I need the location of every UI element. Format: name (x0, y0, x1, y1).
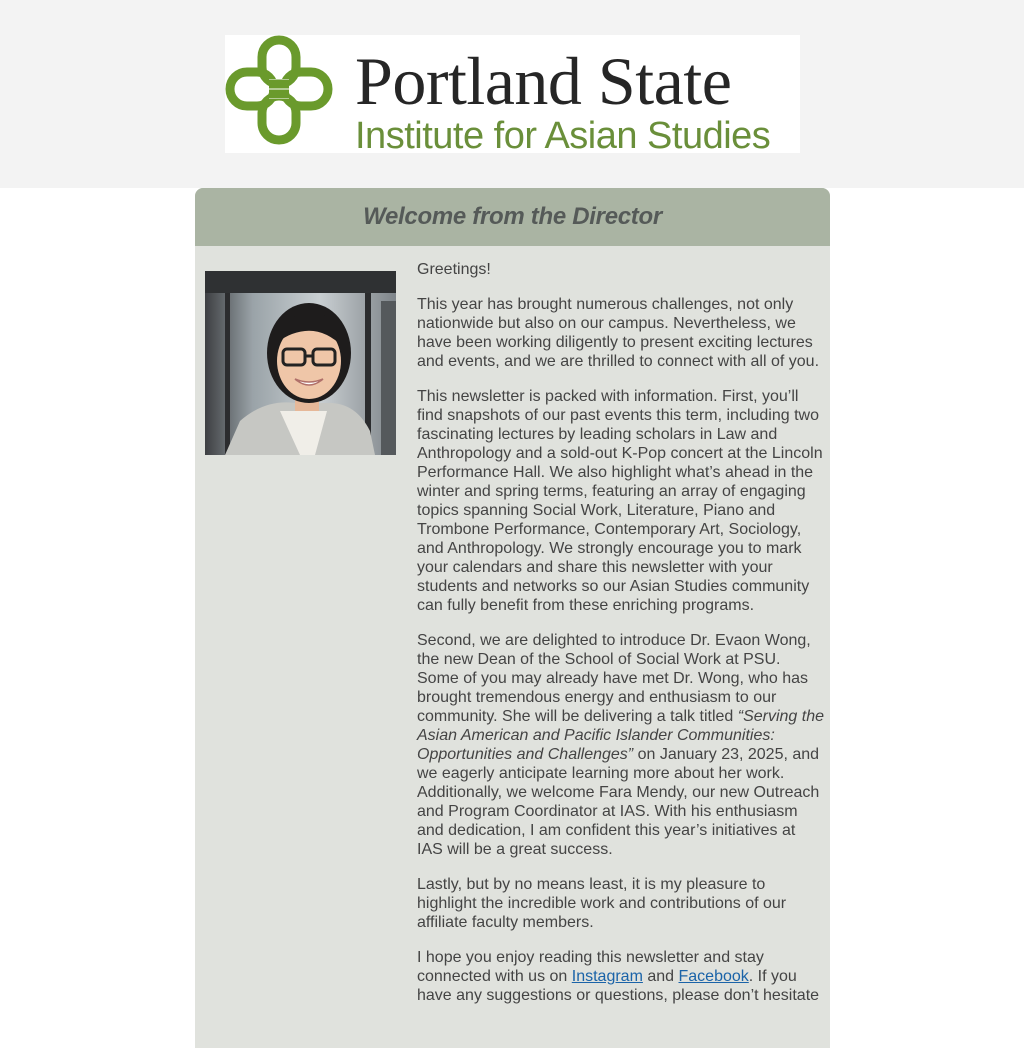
instagram-link[interactable]: Instagram (571, 968, 643, 985)
director-portrait-image (205, 271, 396, 455)
paragraph-newsletter: This newsletter is packed with information. First, you’ll find snapshots of our past events this term, including two fascinating lectures by leading scholars in Law and Anthropology and a sold-out K-Pop concert at the Lincoln Performance Hall. We also highlight what’s ahead in the winter and spring terms, featuring an array of engaging topics spanning Social Work, Literature, Piano and Trombone Performance, Contemporary Art, Sociology, and Anthropology. We strongly encourage you to mark your calendars and share this newsletter with your students and networks so our Asian Studies community can fully benefit from these enriching programs. (417, 388, 823, 614)
paragraph-social (417, 948, 825, 1005)
paragraph-dean (417, 631, 825, 859)
logo-institute-name: Institute for Asian Studies (355, 115, 771, 157)
newsletter-header (0, 0, 1024, 188)
greeting: Greetings! (417, 261, 491, 278)
social-text: I hope you enjoy reading this newsletter and stay connected with us on (417, 949, 764, 985)
section-title: Welcome from the Director (363, 203, 662, 230)
social-text-continued: . If you have any suggestions or questions, please don’t hesitate (417, 968, 820, 1004)
social-text-and: and (642, 968, 679, 985)
director-photo (205, 271, 396, 455)
dean-text-continued: on January 23, 2025, and we eagerly anticipate learning more about her work. Additionally, we welcome Fara Mendy, our new Outreach and Program Coordinator at IAS. With his enthusiasm and dedication, I am confident this year’s initiatives at IAS will be a great success. (417, 746, 820, 858)
welcome-letter (417, 260, 825, 1021)
facebook-link[interactable]: Facebook (678, 968, 749, 985)
psu-logo-icon (225, 35, 343, 153)
welcome-section (195, 188, 830, 1048)
talk-title: “Serving the Asian American and Pacific Islander Communities: Opportunities and Challenges” (417, 708, 824, 763)
section-header (195, 188, 830, 246)
paragraph-faculty: Lastly, but by no means least, it is my pleasure to highlight the incredible work and contributions of our affiliate faculty members. (417, 876, 787, 931)
institute-logo (225, 35, 800, 157)
paragraph-challenges: This year has brought numerous challenges, not only nationwide but also on our campus. Nevertheless, we have been working diligently to present exciting lectures and events, and we are thrilled to connect with all of you. (417, 296, 820, 370)
dean-text: Second, we are delighted to introduce Dr. Evaon Wong, the new Dean of the School of Social Work at PSU. Some of you may already have met Dr. Wong, who has brought tremendous energy and enthusiasm to our community. She will be delivering a talk titled (417, 632, 811, 725)
logo-university-name: Portland State (355, 43, 732, 119)
